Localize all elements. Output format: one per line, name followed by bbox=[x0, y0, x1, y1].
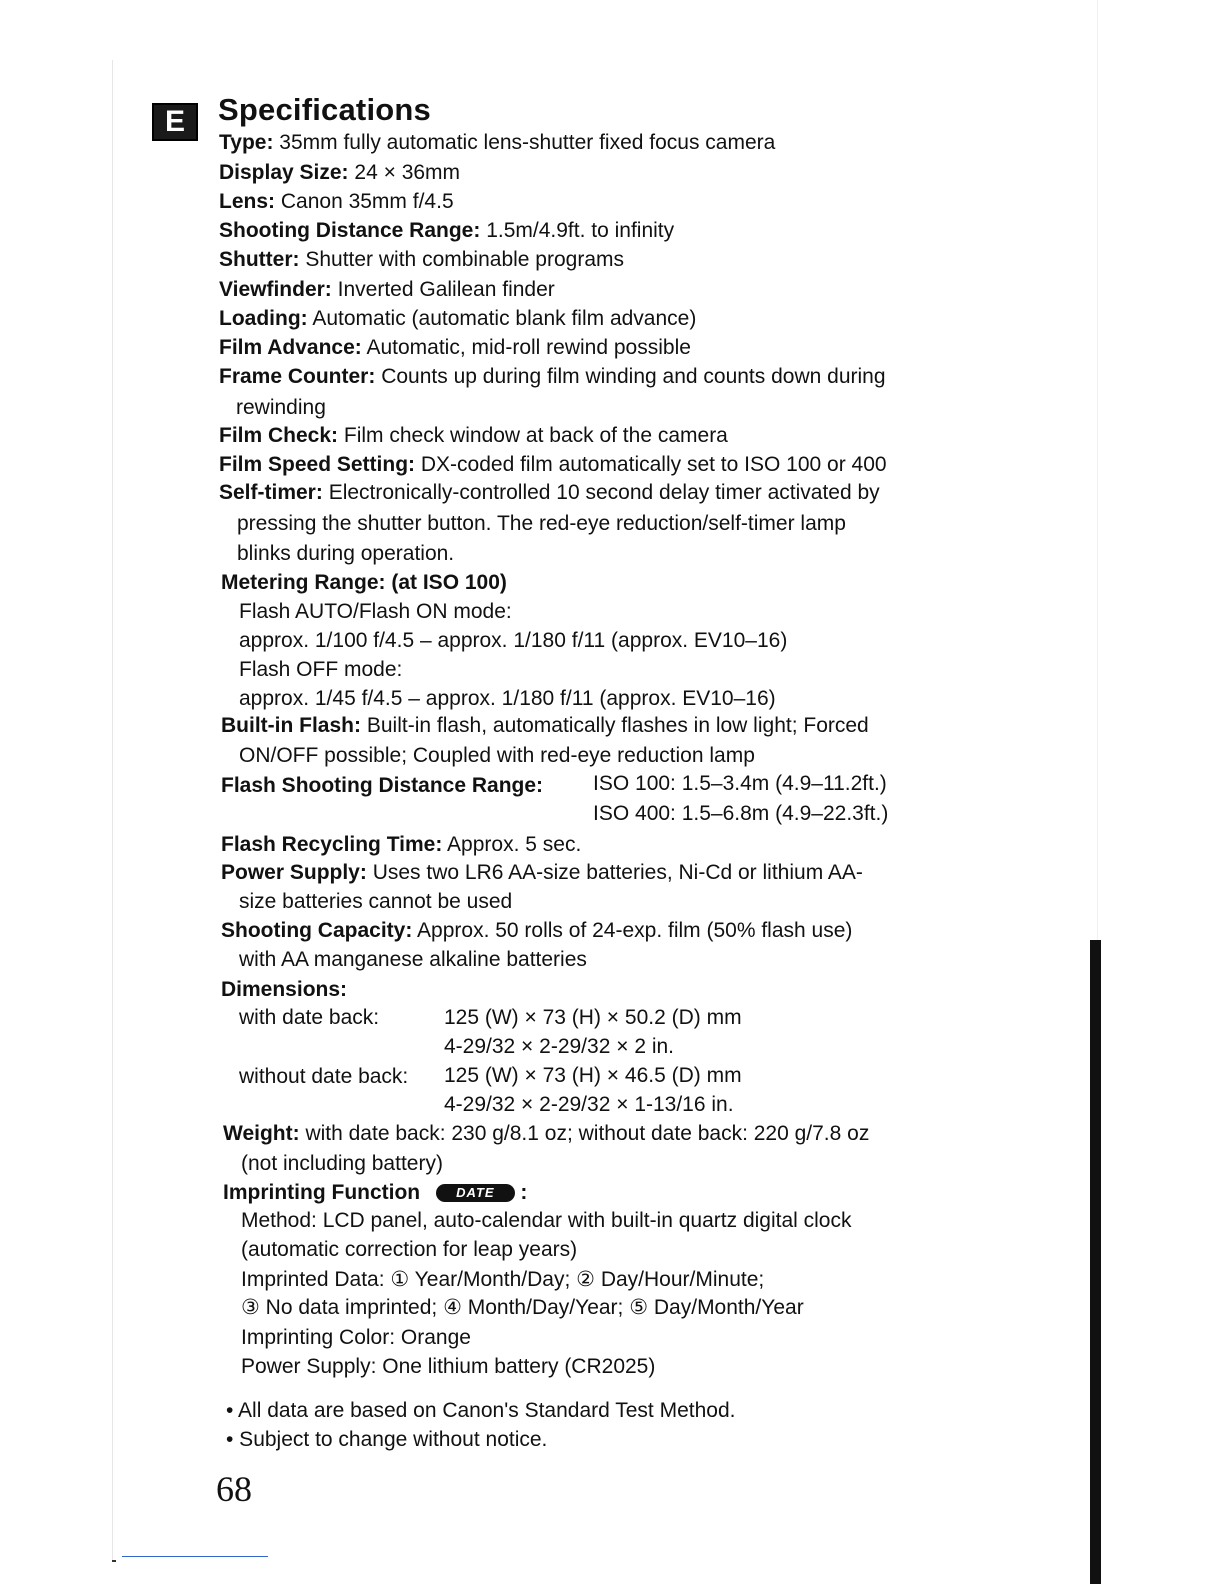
scan-edge-right-thin bbox=[1097, 0, 1098, 940]
spec-imprinting-line: Imprinted Data: ① Year/Month/Day; ② Day/Hour/Minute; bbox=[241, 1268, 765, 1291]
spec-imprinting-line: Imprinting Color: Orange bbox=[241, 1326, 471, 1349]
spec-imprinting-line: ③ No data imprinted; ④ Month/Day/Year; ⑤ Day/Month/Year bbox=[241, 1296, 804, 1319]
spec-value: Automatic (automatic blank film advance) bbox=[312, 307, 697, 330]
spec-dimensions-with-label: with date back: bbox=[239, 1006, 380, 1029]
spec-metering-line: approx. 1/100 f/4.5 – approx. 1/180 f/11 (approx. EV10–16) bbox=[239, 629, 788, 652]
bottom-tick bbox=[112, 1560, 116, 1562]
spec-frame-counter-cont: rewinding bbox=[236, 396, 326, 419]
spec-label: Lens: bbox=[219, 190, 276, 213]
spec-label: Shutter: bbox=[219, 248, 300, 271]
note: • All data are based on Canon's Standard Test Method. bbox=[226, 1399, 736, 1422]
spec-dimensions-without-label: without date back: bbox=[239, 1065, 409, 1088]
spec-metering-line: Flash AUTO/Flash ON mode: bbox=[239, 600, 512, 623]
spec-dimensions-with-in: 4-29/32 × 2-29/32 × 2 in. bbox=[444, 1035, 675, 1058]
spec-value: Electronically-controlled 10 second delay timer activated by bbox=[328, 481, 880, 504]
spec-label: Built-in Flash: bbox=[221, 714, 361, 737]
spec-value: Uses two LR6 AA-size batteries, Ni-Cd or lithium AA- bbox=[372, 861, 863, 884]
spec-value: Inverted Galilean finder bbox=[337, 278, 555, 301]
spec-power-supply-cont: size batteries cannot be used bbox=[239, 890, 513, 913]
spec-label: Shooting Distance Range: bbox=[219, 219, 481, 242]
spec-label: Loading: bbox=[219, 307, 308, 330]
spec-label: Frame Counter: bbox=[219, 365, 376, 388]
spec-imprinting-line: Method: LCD panel, auto-calendar with built-in quartz digital clock bbox=[241, 1209, 852, 1232]
spec-metering-line: approx. 1/45 f/4.5 – approx. 1/180 f/11 (approx. EV10–16) bbox=[239, 687, 776, 710]
spec-value: DX-coded film automatically set to ISO 100 or 400 bbox=[420, 453, 887, 476]
scan-edge-right bbox=[1090, 940, 1101, 1584]
spec-weight-cont: (not including battery) bbox=[241, 1152, 443, 1175]
spec-self-timer bbox=[219, 480, 880, 506]
spec-shutter bbox=[219, 247, 624, 273]
spec-value: 35mm fully automatic lens-shutter fixed focus camera bbox=[279, 131, 776, 154]
spec-label: Viewfinder: bbox=[219, 278, 332, 301]
spec-viewfinder bbox=[219, 277, 555, 303]
spec-label: Imprinting Function bbox=[223, 1181, 421, 1204]
page-title: Specifications bbox=[218, 92, 431, 127]
spec-shooting-capacity-cont: with AA manganese alkaline batteries bbox=[239, 948, 587, 971]
spec-label: Shooting Capacity: bbox=[221, 919, 413, 942]
spec-value: Canon 35mm f/4.5 bbox=[280, 190, 454, 213]
spec-imprinting bbox=[223, 1180, 527, 1206]
spec-label: Film Advance: bbox=[219, 336, 362, 359]
spec-label: Film Check: bbox=[219, 424, 339, 447]
spec-label: Flash Recycling Time: bbox=[221, 833, 443, 856]
page-number: 68 bbox=[216, 1469, 252, 1509]
spec-value: with date back: 230 g/8.1 oz; without date back: 220 g/7.8 oz bbox=[305, 1122, 870, 1145]
scan-edge-left bbox=[112, 60, 113, 1560]
spec-display-size bbox=[219, 160, 460, 186]
spec-dimensions-without-in: 4-29/32 × 2-29/32 × 1-13/16 in. bbox=[444, 1093, 734, 1116]
spec-weight bbox=[223, 1121, 869, 1147]
spec-flash-distance-iso100: ISO 100: 1.5–3.4m (4.9–11.2ft.) bbox=[593, 772, 887, 795]
spec-value: Shutter with combinable programs bbox=[305, 248, 624, 271]
spec-label: Type: bbox=[219, 131, 274, 154]
spec-film-check bbox=[219, 423, 728, 449]
note: • Subject to change without notice. bbox=[226, 1428, 548, 1451]
spec-value: Counts up during film winding and counts down during bbox=[381, 365, 886, 388]
spec-flash-distance-iso400: ISO 400: 1.5–6.8m (4.9–22.3ft.) bbox=[593, 802, 889, 825]
spec-label: Weight: bbox=[223, 1122, 300, 1145]
spec-frame-counter bbox=[219, 364, 886, 390]
spec-built-in-flash-cont: ON/OFF possible; Coupled with red-eye reduction lamp bbox=[239, 744, 755, 767]
spec-film-advance bbox=[219, 335, 691, 361]
spec-shooting-capacity bbox=[221, 918, 852, 944]
spec-value: 24 × 36mm bbox=[354, 161, 461, 184]
spec-type bbox=[219, 130, 775, 156]
spec-label: Flash Shooting Distance Range: bbox=[221, 774, 544, 797]
spec-loading bbox=[219, 306, 696, 332]
spec-dimensions-with-mm: 125 (W) × 73 (H) × 50.2 (D) mm bbox=[444, 1006, 742, 1029]
spec-flash-recycling bbox=[221, 832, 581, 858]
spec-value: Film check window at back of the camera bbox=[343, 424, 728, 447]
imprinting-colon: : bbox=[520, 1181, 528, 1204]
language-badge: E bbox=[152, 103, 198, 141]
spec-imprinting-line: Power Supply: One lithium battery (CR2025) bbox=[241, 1355, 656, 1378]
date-badge: DATE bbox=[436, 1184, 514, 1202]
spec-self-timer-cont: pressing the shutter button. The red-eye reduction/self-timer lamp bbox=[237, 512, 846, 535]
spec-self-timer-cont: blinks during operation. bbox=[237, 542, 455, 565]
spec-value: Built-in flash, automatically flashes in low light; Forced bbox=[366, 714, 869, 737]
spec-metering-line: Flash OFF mode: bbox=[239, 658, 403, 681]
spec-metering bbox=[221, 570, 507, 596]
spec-value: Approx. 50 rolls of 24-exp. film (50% flash use) bbox=[417, 919, 853, 942]
spec-dimensions-without-mm: 125 (W) × 73 (H) × 46.5 (D) mm bbox=[444, 1064, 742, 1087]
spec-label: Self-timer: bbox=[219, 481, 323, 504]
spec-built-in-flash bbox=[221, 713, 869, 739]
spec-label: Power Supply: bbox=[221, 861, 367, 884]
spec-power-supply bbox=[221, 860, 863, 886]
spec-label: Film Speed Setting: bbox=[219, 453, 416, 476]
spec-shooting-distance bbox=[219, 218, 674, 244]
spec-film-speed bbox=[219, 452, 887, 478]
bottom-rule bbox=[122, 1556, 268, 1557]
spec-label: Display Size: bbox=[219, 161, 349, 184]
spec-label: Dimensions: bbox=[221, 978, 348, 1001]
spec-imprinting-line: (automatic correction for leap years) bbox=[241, 1238, 578, 1261]
spec-label: Metering Range: (at ISO 100) bbox=[221, 571, 507, 594]
spec-value: 1.5m/4.9ft. to infinity bbox=[486, 219, 675, 242]
spec-dimensions bbox=[221, 977, 347, 1003]
spec-flash-distance bbox=[221, 773, 543, 799]
spec-lens bbox=[219, 189, 454, 215]
spec-value: Automatic, mid-roll rewind possible bbox=[366, 336, 691, 359]
spec-value: Approx. 5 sec. bbox=[447, 833, 582, 856]
